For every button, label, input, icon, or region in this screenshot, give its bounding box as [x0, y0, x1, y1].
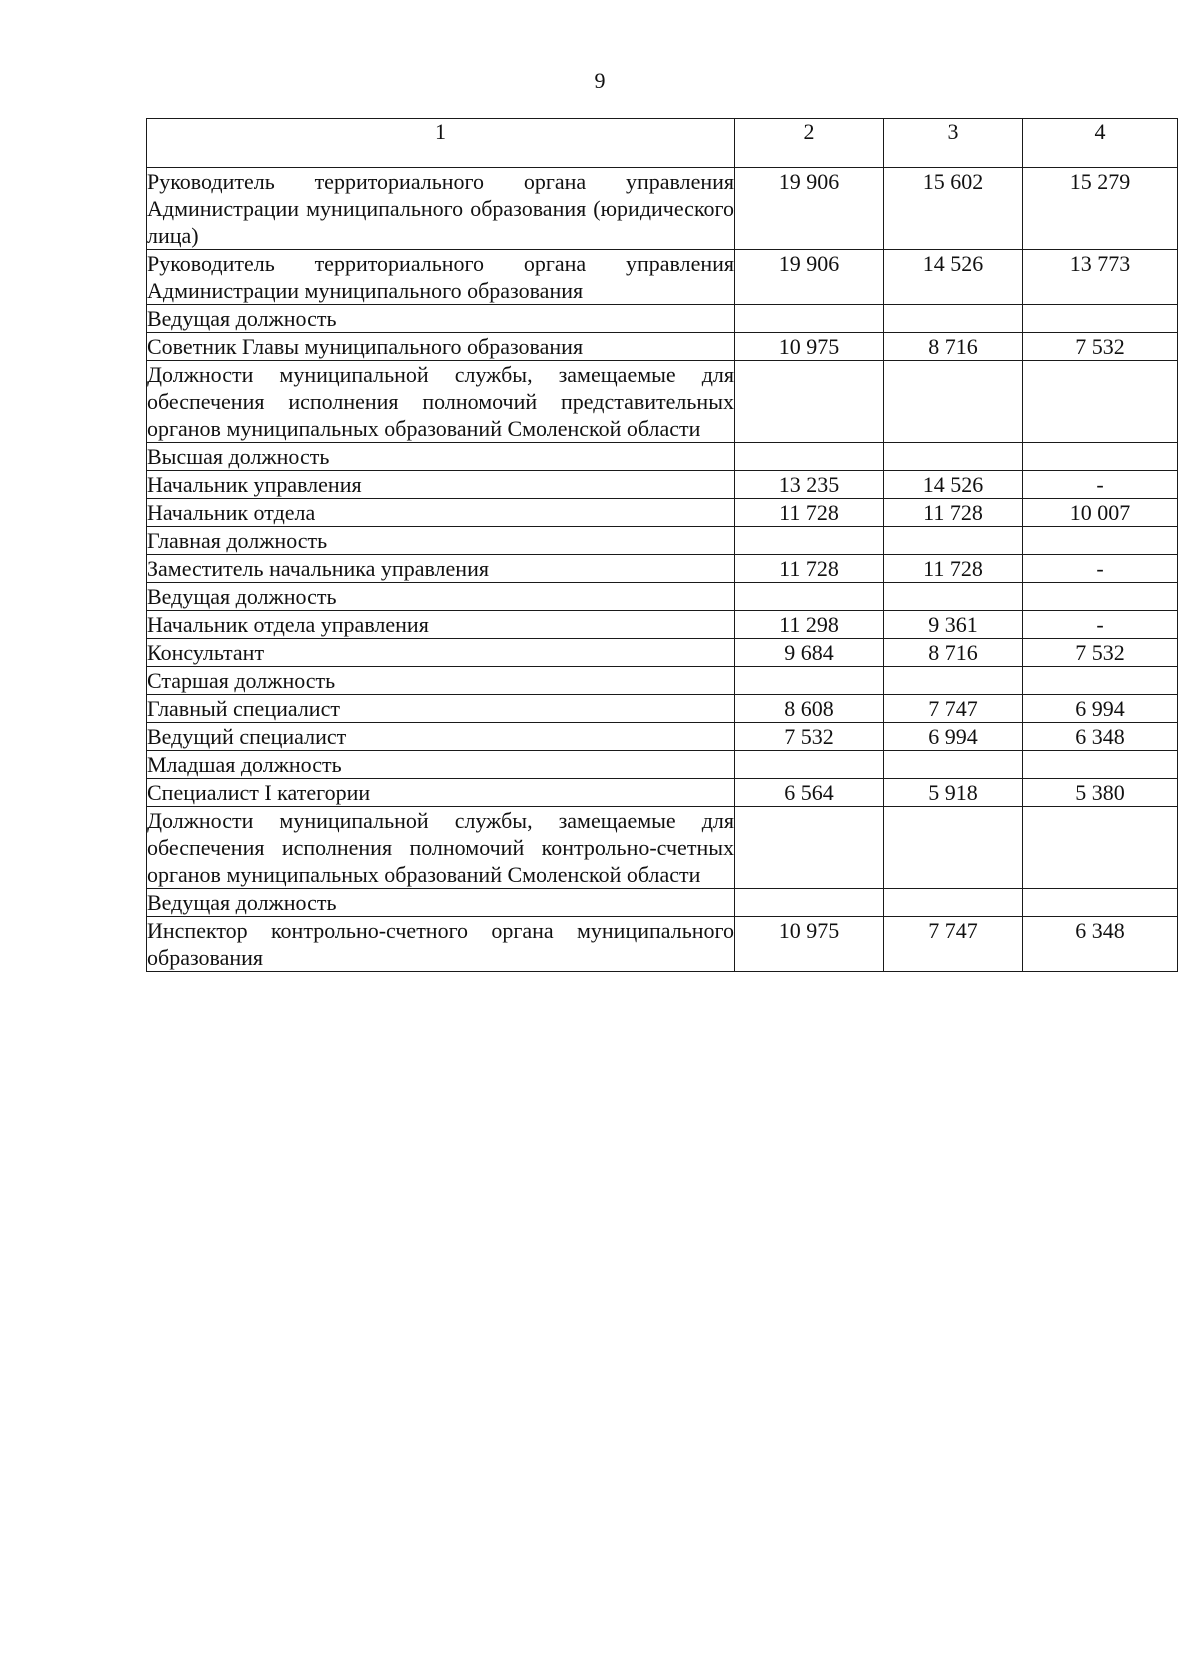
value-col-3: 9 361 — [884, 611, 1023, 639]
table-header-row — [147, 119, 1178, 168]
table-row — [147, 305, 1178, 333]
header-col-3: 3 — [884, 119, 1023, 168]
value-col-3 — [884, 751, 1023, 779]
header-col-2: 2 — [735, 119, 884, 168]
value-col-3: 15 602 — [884, 168, 1023, 250]
value-col-3: 8 716 — [884, 333, 1023, 361]
value-col-4 — [1023, 305, 1178, 333]
table-row — [147, 917, 1178, 972]
positions-salary-table — [146, 118, 1178, 972]
value-col-2 — [735, 527, 884, 555]
value-col-3 — [884, 583, 1023, 611]
value-col-3: 6 994 — [884, 723, 1023, 751]
value-col-2: 9 684 — [735, 639, 884, 667]
table-row — [147, 807, 1178, 889]
value-col-4: 5 380 — [1023, 779, 1178, 807]
value-col-2 — [735, 443, 884, 471]
table-row — [147, 361, 1178, 443]
value-col-2: 19 906 — [735, 250, 884, 305]
value-col-2: 7 532 — [735, 723, 884, 751]
table-row — [147, 471, 1178, 499]
value-col-2 — [735, 751, 884, 779]
position-name: Главный специалист — [147, 695, 735, 723]
table-row — [147, 889, 1178, 917]
value-col-4: 7 532 — [1023, 333, 1178, 361]
header-col-4: 4 — [1023, 119, 1178, 168]
value-col-3 — [884, 667, 1023, 695]
position-name: Советник Главы муниципального образования — [147, 333, 735, 361]
position-category: Ведущая должность — [147, 889, 735, 917]
value-col-4 — [1023, 583, 1178, 611]
value-col-4 — [1023, 667, 1178, 695]
header-col-1: 1 — [147, 119, 735, 168]
position-category: Ведущая должность — [147, 305, 735, 333]
table-row — [147, 667, 1178, 695]
value-col-3: 8 716 — [884, 639, 1023, 667]
value-col-4 — [1023, 361, 1178, 443]
value-col-3: 11 728 — [884, 499, 1023, 527]
position-category: Старшая должность — [147, 667, 735, 695]
value-col-2: 11 298 — [735, 611, 884, 639]
value-col-2: 8 608 — [735, 695, 884, 723]
value-col-3 — [884, 443, 1023, 471]
value-col-4: 13 773 — [1023, 250, 1178, 305]
value-col-4 — [1023, 751, 1178, 779]
value-col-3: 7 747 — [884, 917, 1023, 972]
value-col-4 — [1023, 807, 1178, 889]
value-col-4: 6 994 — [1023, 695, 1178, 723]
table-row — [147, 639, 1178, 667]
position-name: Начальник управления — [147, 471, 735, 499]
value-col-4 — [1023, 889, 1178, 917]
position-name: Начальник отдела управления — [147, 611, 735, 639]
value-col-3: 14 526 — [884, 250, 1023, 305]
value-col-2 — [735, 807, 884, 889]
value-col-4: 6 348 — [1023, 723, 1178, 751]
value-col-3 — [884, 807, 1023, 889]
value-col-2 — [735, 361, 884, 443]
table-row — [147, 527, 1178, 555]
table-row — [147, 723, 1178, 751]
value-col-2: 10 975 — [735, 917, 884, 972]
position-name: Начальник отдела — [147, 499, 735, 527]
value-col-4: - — [1023, 471, 1178, 499]
value-col-4 — [1023, 443, 1178, 471]
value-col-2: 6 564 — [735, 779, 884, 807]
value-col-4: - — [1023, 555, 1178, 583]
position-category: Младшая должность — [147, 751, 735, 779]
position-category: Главная должность — [147, 527, 735, 555]
value-col-2: 13 235 — [735, 471, 884, 499]
table-row — [147, 168, 1178, 250]
position-name: Руководитель территориального органа управления Администрации муниципального образования — [147, 251, 734, 303]
table-row — [147, 499, 1178, 527]
position-category: Высшая должность — [147, 443, 735, 471]
value-col-2 — [735, 667, 884, 695]
section-heading: Должности муниципальной службы, замещаемые для обеспечения исполнения полномочий контрольно-счетных органов муниципальных образований Смоленской области — [147, 808, 734, 887]
value-col-3: 14 526 — [884, 471, 1023, 499]
position-name: Специалист I категории — [147, 779, 735, 807]
value-col-3: 11 728 — [884, 555, 1023, 583]
value-col-3 — [884, 361, 1023, 443]
position-name: Ведущий специалист — [147, 723, 735, 751]
position-category: Ведущая должность — [147, 583, 735, 611]
page-number: 9 — [594, 68, 606, 93]
position-name: Заместитель начальника управления — [147, 555, 735, 583]
value-col-3 — [884, 305, 1023, 333]
value-col-4: - — [1023, 611, 1178, 639]
value-col-4 — [1023, 527, 1178, 555]
value-col-4: 7 532 — [1023, 639, 1178, 667]
value-col-2: 11 728 — [735, 499, 884, 527]
value-col-4: 15 279 — [1023, 168, 1178, 250]
table-row — [147, 611, 1178, 639]
table-row — [147, 695, 1178, 723]
section-heading: Должности муниципальной службы, замещаемые для обеспечения исполнения полномочий представительных органов муниципальных образований Смоленской области — [147, 362, 734, 441]
value-col-2: 10 975 — [735, 333, 884, 361]
value-col-3 — [884, 889, 1023, 917]
value-col-4: 10 007 — [1023, 499, 1178, 527]
value-col-4: 6 348 — [1023, 917, 1178, 972]
value-col-2 — [735, 305, 884, 333]
value-col-2: 19 906 — [735, 168, 884, 250]
value-col-3: 5 918 — [884, 779, 1023, 807]
table-row — [147, 333, 1178, 361]
table-row — [147, 555, 1178, 583]
table-row — [147, 583, 1178, 611]
position-name: Руководитель территориального органа управления Администрации муниципального образования (юридического лица) — [147, 169, 734, 248]
table-row — [147, 751, 1178, 779]
value-col-2: 11 728 — [735, 555, 884, 583]
value-col-3 — [884, 527, 1023, 555]
table-row — [147, 250, 1178, 305]
table-row — [147, 779, 1178, 807]
table-row — [147, 443, 1178, 471]
value-col-2 — [735, 583, 884, 611]
value-col-2 — [735, 889, 884, 917]
value-col-3: 7 747 — [884, 695, 1023, 723]
position-name: Инспектор контрольно-счетного органа муниципального образования — [147, 918, 734, 970]
position-name: Консультант — [147, 639, 735, 667]
